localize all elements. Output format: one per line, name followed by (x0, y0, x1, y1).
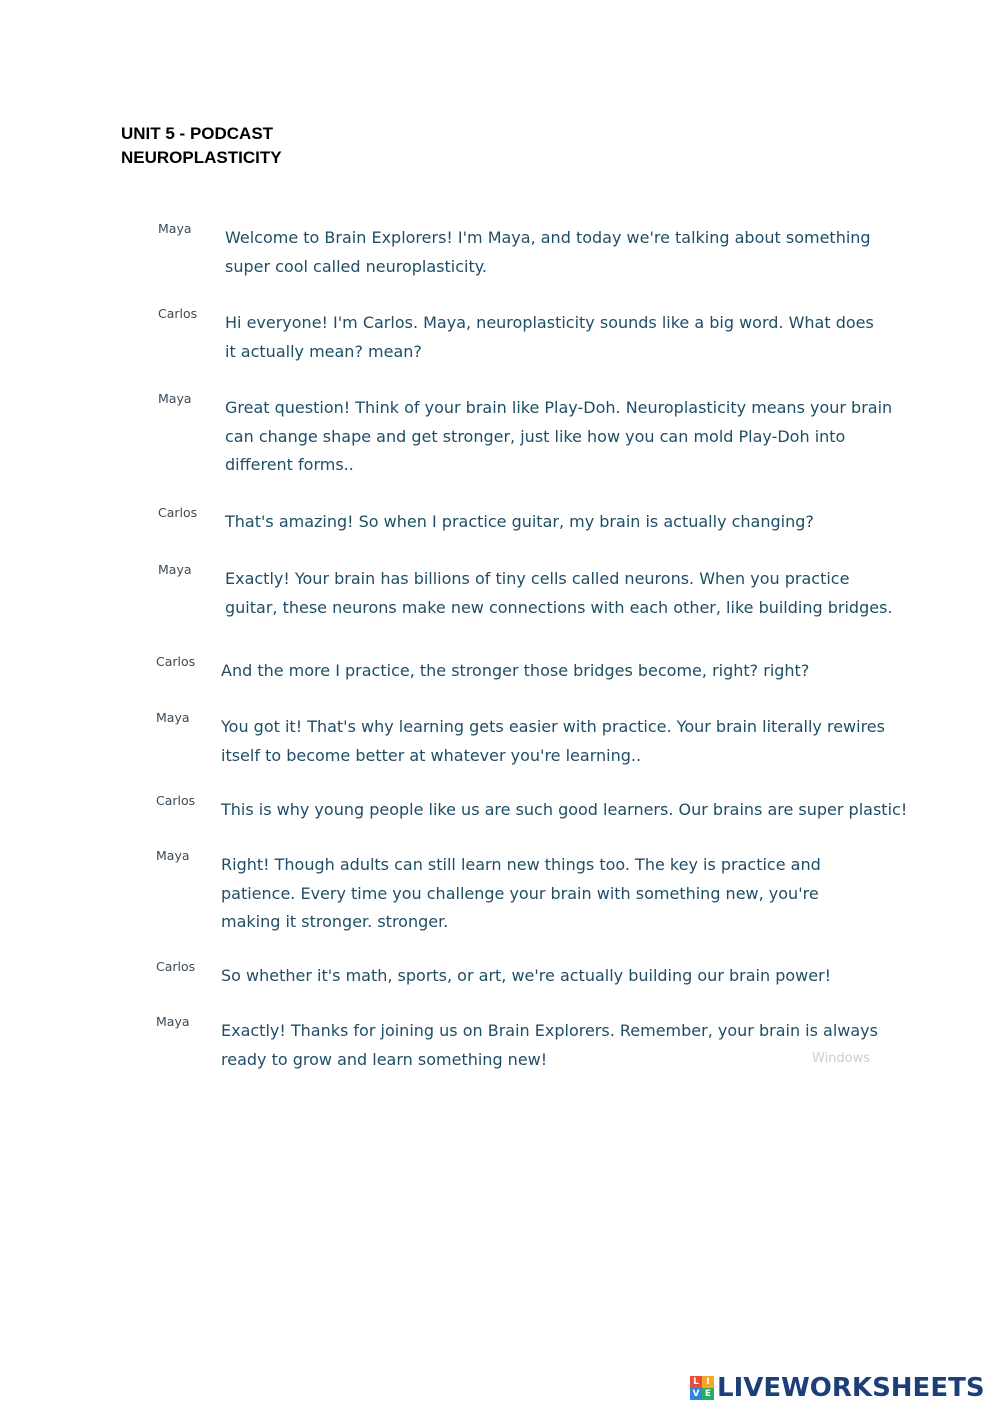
speaker-name: Maya (158, 391, 192, 406)
logo-tile-e: E (702, 1388, 714, 1400)
speech-text: So whether it's math, sports, or art, we're actually building our brain power! (221, 966, 832, 985)
speaker-name: Carlos (158, 306, 198, 321)
speaker-name: Carlos (156, 654, 196, 669)
speech-text: Exactly! Thanks for joining us on Brain Explorers. Remember, your brain is always ready to grow and learn something new! (221, 1021, 878, 1069)
liveworksheets-logo-icon (690, 1376, 714, 1400)
speaker-name: Maya (158, 562, 192, 577)
logo-tile-l: L (690, 1376, 702, 1388)
logo-tile-i: I (702, 1376, 714, 1388)
speech-text: Right! Though adults can still learn new things too. The key is practice and patience. Every time you challenge your brain with something new, you're making it stronger. stronger. (221, 855, 821, 931)
logo-tile-v: V (690, 1388, 702, 1400)
speaker-name: Maya (158, 221, 192, 236)
speaker-name: Carlos (156, 959, 196, 974)
topic-title: NEUROPLASTICITY (121, 148, 282, 167)
speech-text: Exactly! Your brain has billions of tiny cells called neurons. When you practice guitar, these neurons make new connections with each other, like building bridges. (225, 569, 893, 617)
speaker-name: Maya (156, 1014, 190, 1029)
speech-text: You got it! That's why learning gets easier with practice. Your brain literally rewires itself to become better at whatever you're learning.. (221, 717, 885, 765)
speech-text: This is why young people like us are such good learners. Our brains are super plastic! (221, 800, 908, 819)
speech-text: And the more I practice, the stronger those bridges become, right? right? (221, 661, 810, 680)
speech-text: That's amazing! So when I practice guitar, my brain is actually changing? (225, 512, 814, 531)
speech-text: Welcome to Brain Explorers! I'm Maya, and today we're talking about something super cool called neuroplasticity. (225, 228, 871, 276)
speech-text: Great question! Think of your brain like Play-Doh. Neuroplasticity means your brain can change shape and get stronger, just like how you can mold Play-Doh into different forms.. (225, 398, 893, 474)
speech-text: Hi everyone! I'm Carlos. Maya, neuroplasticity sounds like a big word. What does it actually mean? mean? (225, 313, 874, 361)
faint-watermark-text: Windows (812, 1051, 871, 1063)
brand-name: LIVEWORKSHEETS (717, 1373, 985, 1403)
speaker-name: Carlos (156, 793, 196, 808)
speaker-name: Carlos (158, 505, 198, 520)
speaker-name: Maya (156, 848, 190, 863)
unit-title: UNIT 5 - PODCAST (121, 124, 274, 143)
speaker-name: Maya (156, 710, 190, 725)
liveworksheets-brand (690, 1372, 985, 1404)
